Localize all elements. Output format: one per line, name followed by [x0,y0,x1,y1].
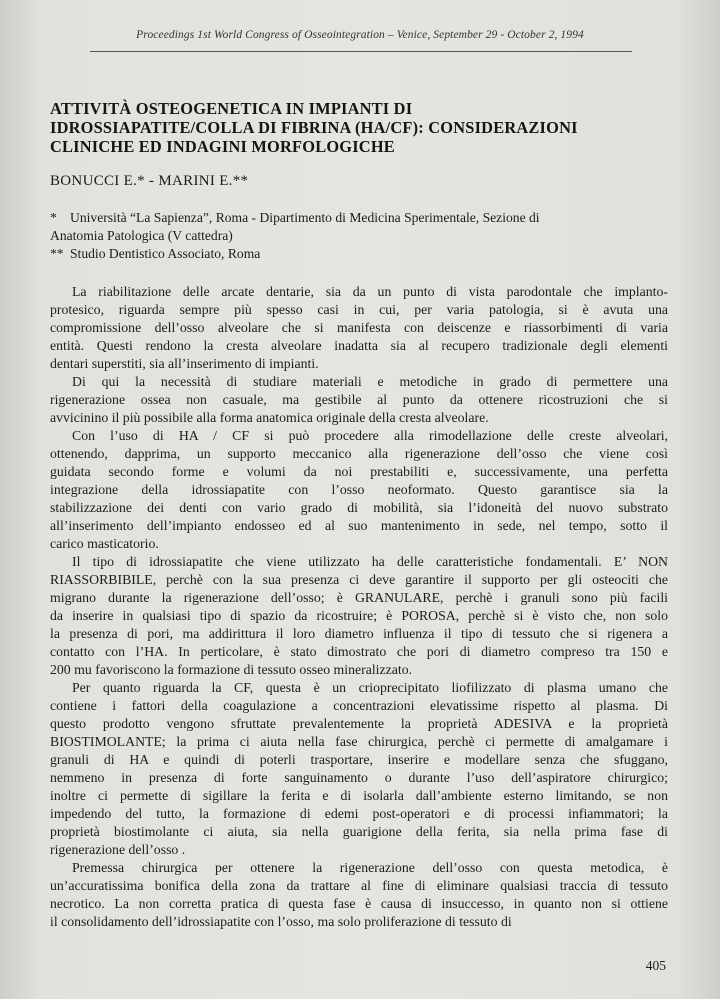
affiliations [50,209,680,263]
text-line: la presenza di pori, ma addirittura il loro diametro influenza il tipo di tessuto che si rigenera a [50,626,668,641]
paragraph [50,553,668,679]
text-line: carico masticatorio. [50,536,159,551]
text-line: un’accuratissima bonifica della zona da trattare al fine di eliminare qualsiasi traccia di tessuto [50,878,668,893]
affiliation-line [50,209,680,227]
text-line: protesico, riguarda sempre più spesso casi in cui, per varia patologia, si è avuta una [50,302,668,317]
paragraph [50,427,668,553]
text-line: stabilizzazione dei denti con vario grado di mobilità, sia l’idoneità del nuovo substrato [50,500,668,515]
text-line: migrano durante la rigenerazione dell’osso; è GRANULARE, perchè i granuli sono più facili [50,590,668,605]
title-line: IDROSSIAPATITE/COLLA DI FIBRINA (HA/CF): CONSIDERAZIONI [50,118,578,137]
title-line: CLINICHE ED INDAGINI MORFOLOGICHE [50,137,395,156]
text-line: rigenerazione ossea non casuale, ma gestibile al punto da ottenere ricostruzioni che si [50,392,668,407]
header-rule [90,51,632,52]
paragraph [50,283,668,373]
text-line: dentari superstiti, sia all’inserimento di impianti. [50,356,319,371]
paper-title [50,99,680,156]
text-line: 200 mu favoriscono la formazione di tessuto osseo mineralizzato. [50,662,413,677]
text-line: Per quanto riguarda la CF, questa è un crioprecipitato liofilizzato di plasma umano che [72,680,668,695]
text-line: Con l’uso di HA / CF si può procedere alla rimodellazione delle creste alveolari, [72,428,668,443]
text-line: Il tipo di idrossiapatite che viene utilizzato ha delle caratteristiche fondamentali. E’ NON [72,554,668,569]
text-line: guidata secondo forme e volumi da noi prestabiliti e, successivamente, una perfetta [50,464,668,479]
text-line: entità. Questi rendono la cresta alveolare inadatta sia al recupero tradizionale degli elementi [50,338,668,353]
affiliation-mark: * [50,210,57,225]
text-line: contatto con l’HA. In perticolare, è stato dimostrato che pori di diametro compreso tra 150 e [50,644,668,659]
text-line: necrotico. La non corretta pratica di questa fase è causa di insuccesso, in quanto non si ottiene [50,896,668,911]
text-line: La riabilitazione delle arcate dentarie, sia da un punto di vista parodontale che implanto- [72,284,668,299]
page-number: 405 [645,958,666,973]
text-line: questo prodotto vengono sfruttate prevalentemente la proprietà ADESIVA e la proprietà [50,716,668,731]
paragraph [50,859,668,931]
title-line: ATTIVITÀ OSTEOGENETICA IN IMPIANTI DI [50,99,413,118]
affiliation-text: Studio Dentistico Associato, Roma [70,246,261,261]
text-line: nemmeno in presenza di forte sanguinamento o durante l’uso dell’aspiratore chirurgico; [50,770,668,785]
text-line: da inserire in qualsiasi tipo di spazio da ricostruire; è POROSA, perchè si è visto che, non solo [50,608,668,623]
text-line: Premessa chirurgica per ottenere la rigenerazione dell’osso con questa metodica, è [72,860,668,875]
text-line: granuli di HA e quindi di poterli trasportare, inserire e modellare senza che sfuggano, [50,752,668,767]
running-head: Proceedings 1st World Congress of Osseointegration – Venice, September 29 - October 2, 1994 [136,29,584,41]
paragraph [50,373,668,427]
text-line: ottenendo, dapprima, un supporto meccanico alla rigenerazione dell’osso che viene così [50,446,668,461]
text-line: rigenerazione dell’osso . [50,842,186,857]
text-line: RIASSORBIBILE, perchè con la sua presenza ci deve garantire il supporto per gli osteociti che [50,572,668,587]
text-line: impedendo del tutto, la formazione di edemi post-operatori e di processi infiammatori; la [50,806,668,821]
text-line: avvicinino il più possibile alla forma anatomica originale della cresta alveolare. [50,410,489,425]
affiliation-text: Università “La Sapienza”, Roma - Dipartimento di Medicina Sperimentale, Sezione di [70,210,540,225]
affiliation-line: Anatomia Patologica (V cattedra) [50,228,233,243]
text-line: inoltre ci permette di sigillare la ferita e di isolarla dall’ambiente esterno limitando, se non [50,788,668,803]
affiliation-line [50,245,680,263]
body-text [50,283,668,931]
text-line: compromissione dell’osso alveolare che si manifesta con deiscenze e riassorbimenti di varia [50,320,668,335]
text-line: Di qui la necessità di studiare materiali e metodiche in grado di permettere una [72,374,668,389]
text-line: integrazione della idrossiapatite con l’osso neoformato. Questo garantisce sia la [50,482,668,497]
text-line: contiene i fattori della coagulazione a concentrazioni elevatissime rispetto al plasma. Di [50,698,668,713]
text-line: BIOSTIMOLANTE; la prima ci aiuta nella fase chirurgica, perchè ci permette di amalgamare i [50,734,668,749]
text-line: il consolidamento dell’idrossiapatite con l’osso, ma solo proliferazione di tessuto di [50,914,512,929]
text-line: all’inserimento dell’impianto endosseo ed al suo mantenimento in sede, nel tempo, sotto il [50,518,668,533]
affiliation-mark: ** [50,246,64,261]
paragraph [50,679,668,859]
authors: BONUCCI E.* - MARINI E.** [50,173,249,189]
text-line: proprietà biostimolante ci aiuta, sia nella guarigione della ferita, sia nella prima fase di [50,824,668,839]
